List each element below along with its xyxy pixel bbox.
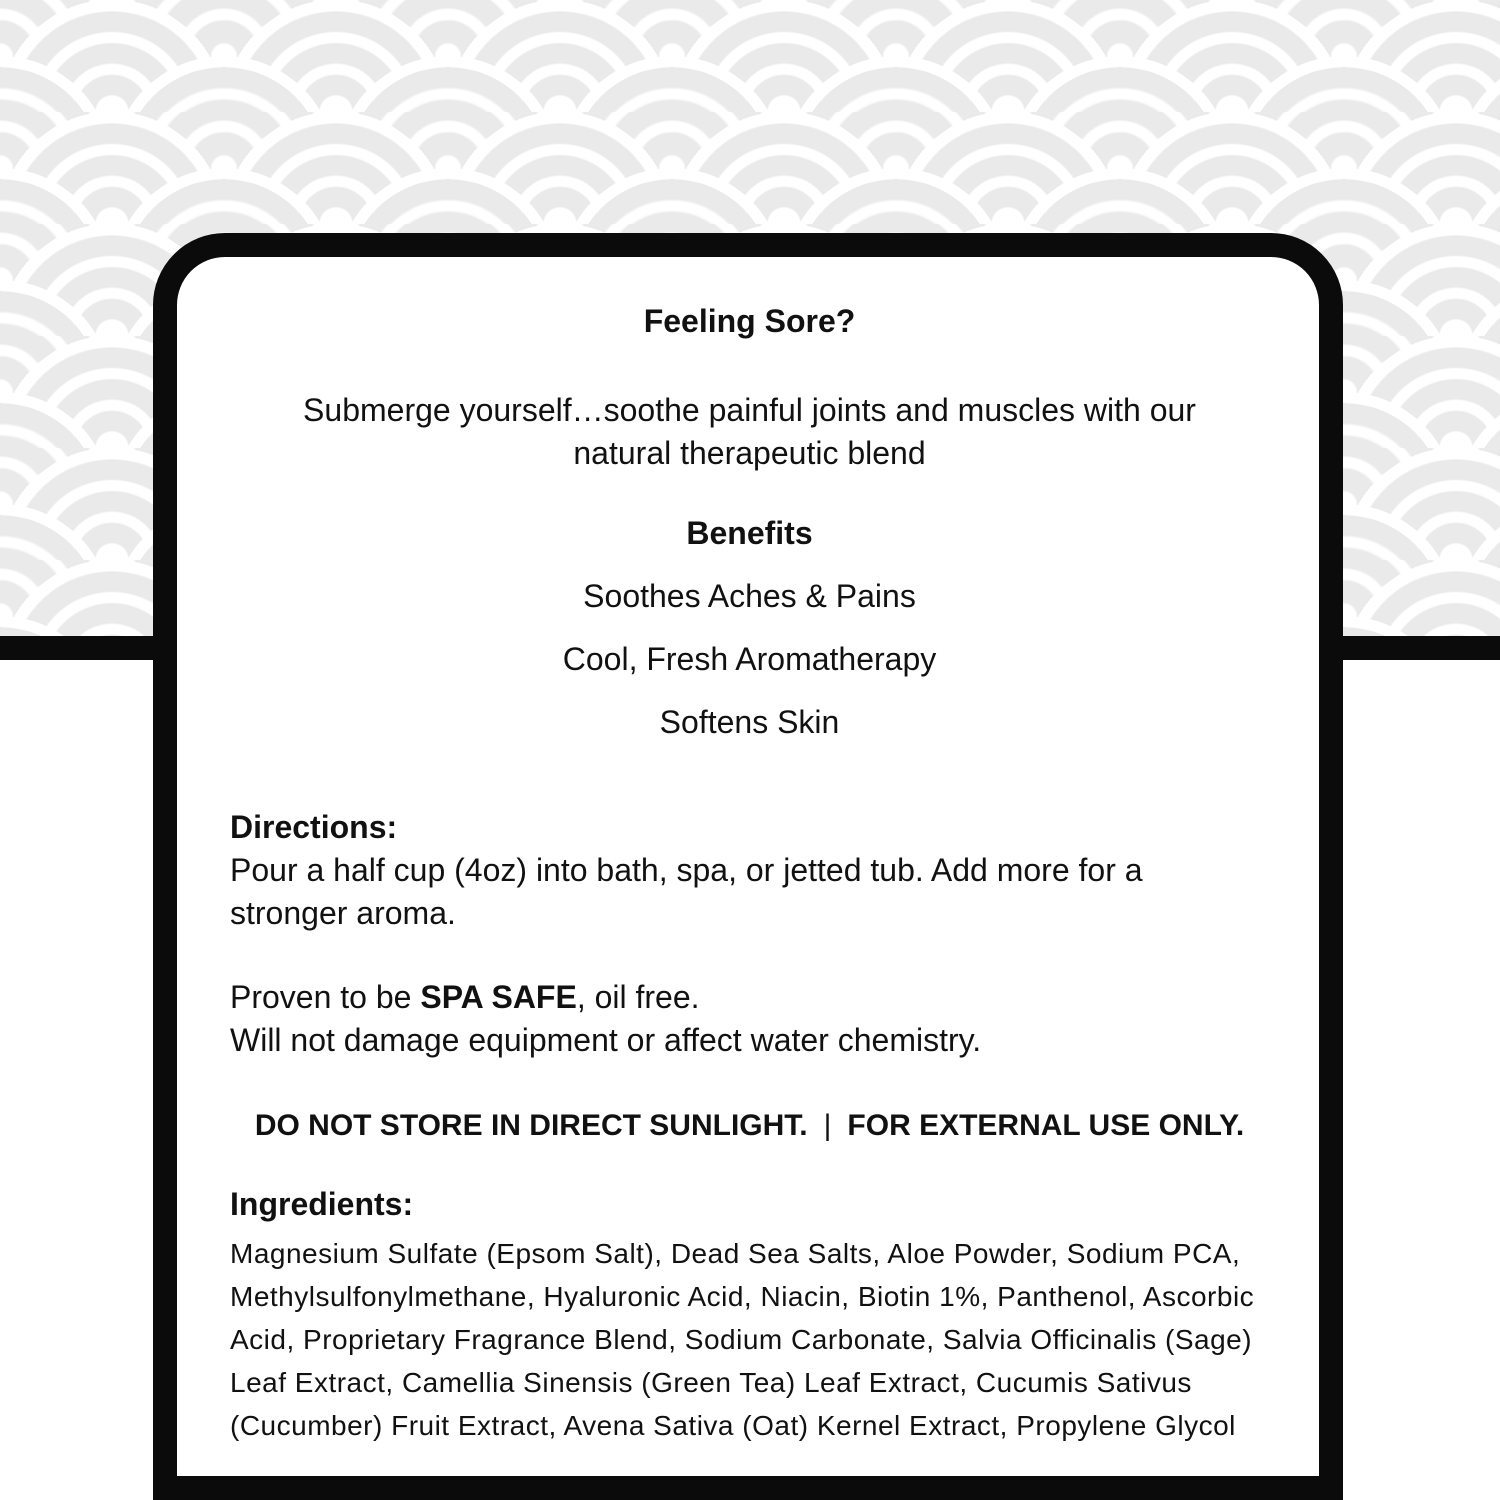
spa-safe-prefix: Proven to be	[230, 979, 421, 1015]
ingredients-line-1: Magnesium Sulfate (Epsom Salt), Dead Sea Salts, Aloe Powder, Sodium PCA,	[230, 1238, 1241, 1269]
benefit-item-soothes: Soothes Aches & Pains	[583, 578, 916, 614]
benefits-heading: Benefits	[686, 515, 813, 551]
spa-safe-emphasis: SPA SAFE	[420, 979, 577, 1015]
spa-safe-line	[230, 976, 1269, 1019]
directions-line-2: stronger aroma.	[230, 895, 456, 931]
directions-line-1: Pour a half cup (4oz) into bath, spa, or jetted tub. Add more for a	[230, 852, 1143, 888]
warning-separator: |	[823, 1109, 832, 1142]
water-chemistry-line: Will not damage equipment or affect water chemistry.	[230, 1022, 982, 1058]
intro-heading: Feeling Sore?	[643, 303, 856, 339]
ingredients-heading: Ingredients:	[230, 1186, 414, 1222]
warning-sunlight: DO NOT STORE IN DIRECT SUNLIGHT.	[254, 1109, 808, 1142]
storage-warning	[230, 1108, 1269, 1144]
benefit-item-aromatherapy: Cool, Fresh Aromatherapy	[562, 641, 937, 677]
intro-text	[230, 389, 1269, 475]
ingredients-text	[230, 1232, 1269, 1447]
intro-line-2: natural therapeutic blend	[573, 435, 926, 471]
benefit-item-softens: Softens Skin	[659, 704, 840, 740]
ingredients-line-2: Methylsulfonylmethane, Hyaluronic Acid, Niacin, Biotin 1%, Panthenol, Ascorbic	[230, 1281, 1255, 1312]
intro-line-1: Submerge yourself…soothe painful joints and muscles with our	[303, 392, 1196, 428]
ingredients-line-4: Leaf Extract, Camellia Sinensis (Green Tea) Leaf Extract, Cucumis Sativus	[230, 1367, 1192, 1398]
directions-section	[230, 806, 1269, 935]
card-content	[177, 257, 1319, 1447]
ingredients-line-3: Acid, Proprietary Fragrance Blend, Sodium Carbonate, Salvia Officinalis (Sage)	[230, 1324, 1253, 1355]
spa-safe-section	[230, 976, 1269, 1062]
warning-external-use: FOR EXTERNAL USE ONLY.	[847, 1109, 1245, 1142]
product-info-card	[153, 233, 1343, 1500]
directions-heading: Directions:	[230, 809, 398, 845]
spa-safe-suffix: , oil free.	[576, 979, 700, 1015]
ingredients-line-5: (Cucumber) Fruit Extract, Avena Sativa (Oat) Kernel Extract, Propylene Glycol	[230, 1410, 1236, 1441]
